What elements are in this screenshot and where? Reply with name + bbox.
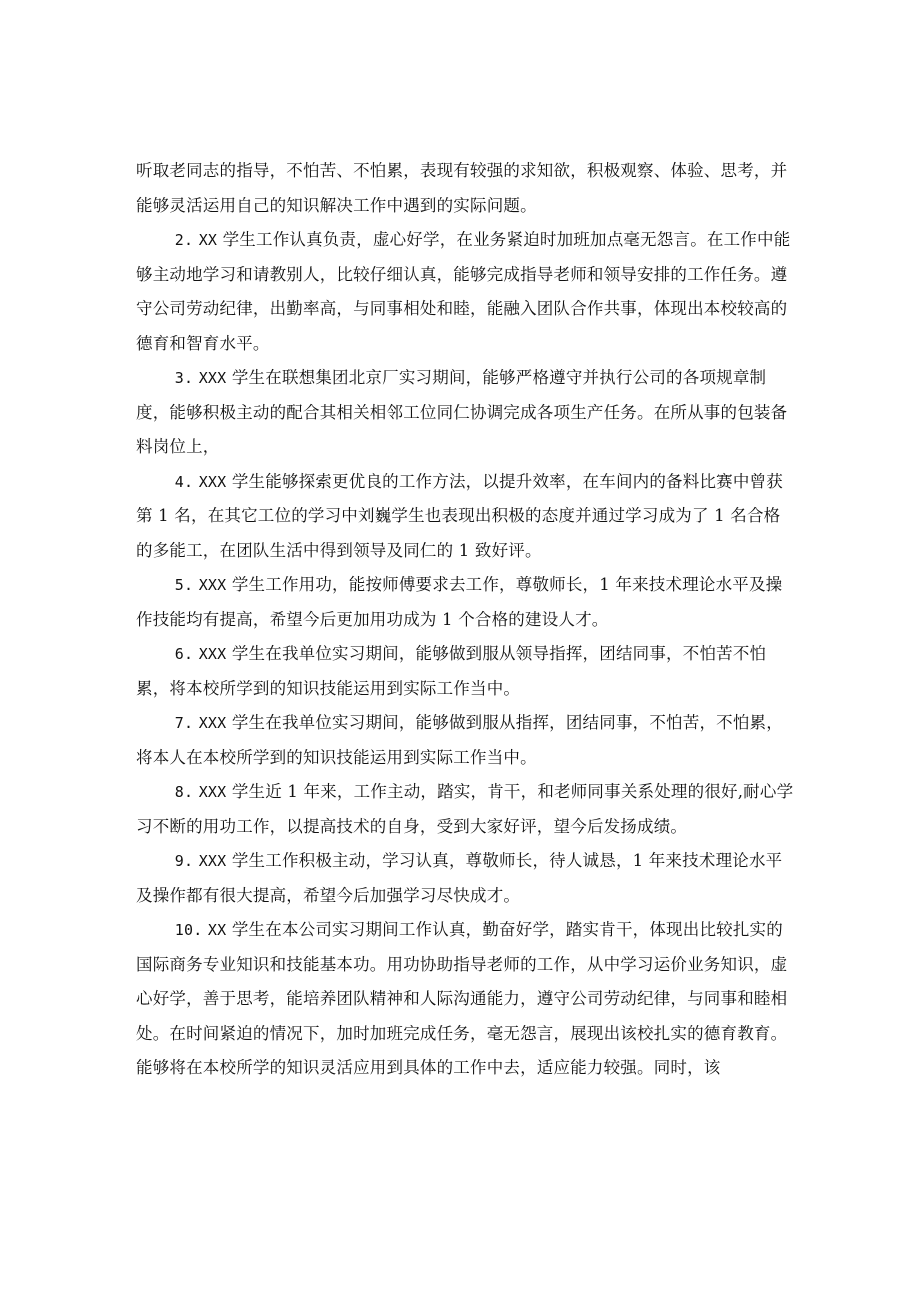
item-number: 4.	[174, 472, 194, 491]
item-number: 3.	[174, 369, 194, 387]
item-number: 8.	[174, 783, 194, 801]
item-number: 6.	[174, 645, 194, 663]
list-item-4	[136, 465, 796, 569]
item-code: XXX	[198, 472, 227, 491]
item-text: 学生能够探索更优良的工作方法，以提升效率，在车间内的备料比赛中曾获第 1 名，在其它工位的学习中刘巍学生也表现出积极的态度并通过学习成为了 1 名合格的多能工，在团队生活中得到领导及同仁的 1 致好评。	[136, 471, 783, 560]
item-text: 学生近 1 年来，工作主动，踏实，肯干，和老师同事关系处理的很好,耐心学习不断的用功工作，以提高技术的自身，受到大家好评，望今后发扬成绩。	[136, 782, 794, 836]
item-number: 5.	[174, 576, 194, 594]
item-text: 学生工作认真负责，虚心好学，在业务紧迫时加班加点毫无怨言。在工作中能够主动地学习和请教别人，比较仔细认真，能够完成指导老师和领导安排的工作任务。遵守公司劳动纪律，出勤率高，与同事相处和睦，能融入团队合作共事，体现出本校较高的德育和智育水平。	[136, 230, 791, 353]
list-item-10	[136, 913, 796, 1086]
document-body	[136, 154, 796, 1086]
item-text: 学生工作用功，能按师傅要求去工作，尊敬师长，1 年来技术理论水平及操作技能均有提高，希望今后更加用功成为 1 个合格的建设人才。	[136, 575, 783, 629]
item-code: XXX	[198, 576, 227, 594]
item-number: 2.	[174, 231, 194, 249]
list-item-8	[136, 775, 796, 844]
item-code: XX	[207, 921, 227, 939]
item-code: XXX	[198, 369, 227, 387]
item-code: XX	[198, 231, 218, 249]
list-item-3	[136, 361, 796, 465]
list-item-9	[136, 844, 796, 913]
list-item-5	[136, 568, 796, 637]
item-code: XXX	[198, 783, 227, 801]
item-text: 学生在联想集团北京厂实习期间，能够严格遵守并执行公司的各项规章制度，能够积极主动的配合其相关相邻工位同仁协调完成各项生产任务。在所从事的包装备料岗位上，	[136, 368, 788, 456]
list-item-6	[136, 637, 796, 706]
list-item-7	[136, 706, 796, 775]
item-text: 学生在我单位实习期间，能够做到服从领导指挥，团结同事，不怕苦不怕累，将本校所学到的知识技能运用到实际工作当中。	[136, 644, 767, 698]
continuation-paragraph: 听取老同志的指导，不怕苦、不怕累，表现有较强的求知欲，积极观察、体验、思考，并能够灵活运用自己的知识解决工作中遇到的实际问题。	[136, 161, 788, 215]
item-text: 学生在本公司实习期间工作认真，勤奋好学，踏实肯干，体现出比较扎实的国际商务专业知识和技能基本功。用功协助指导老师的工作，从中学习运价业务知识，虚心好学，善于思考，能培养团队精神和人际沟通能力，遵守公司劳动纪律，与同事和睦相处。在时间紧迫的情况下，加时加班完成任务，毫无怨言，展现出该校扎实的德育教育。能够将在本校所学的知识灵活应用到具体的工作中去，适应能力较强。同时，该	[136, 920, 788, 1077]
item-number: 10.	[174, 921, 203, 939]
item-code: XXX	[198, 714, 227, 732]
item-text: 学生工作积极主动，学习认真，尊敬师长，待人诚恳，1 年来技术理论水平及操作都有很大提高，希望今后加强学习尽快成才。	[136, 851, 783, 905]
item-number: 9.	[174, 852, 194, 870]
item-text: 学生在我单位实习期间，能够做到服从指挥，团结同事，不怕苦，不怕累，将本人在本校所学到的知识技能运用到实际工作当中。	[136, 713, 783, 767]
item-code: XXX	[198, 852, 227, 870]
list-item-2	[136, 223, 796, 361]
item-code: XXX	[198, 645, 227, 663]
item-number: 7.	[174, 714, 194, 732]
